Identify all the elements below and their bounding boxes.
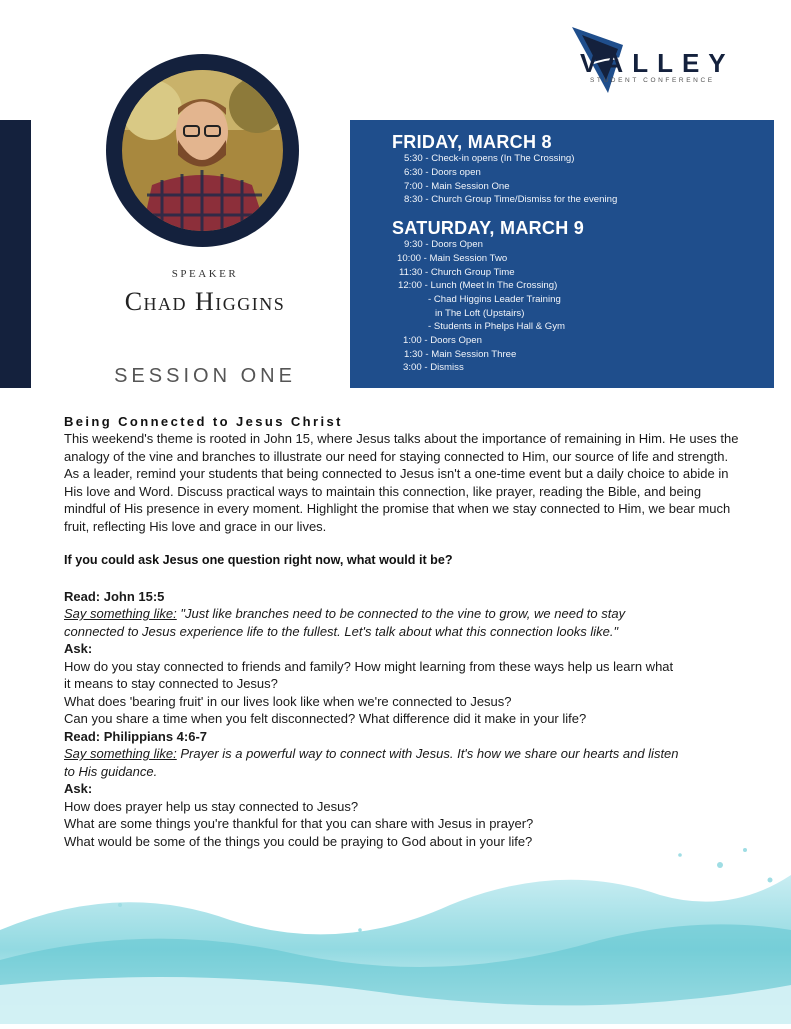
ask-question: What are some things you're thankful for that you can share with Jesus in prayer?	[64, 816, 534, 831]
say-line-3	[64, 745, 679, 763]
schedule-item: 10:00 - Main Session Two	[397, 253, 508, 264]
friday-heading: FRIDAY, MARCH 8	[392, 132, 552, 152]
schedule-item: 11:30 - Church Group Time	[399, 267, 515, 278]
read-reference-1: Read: John 15:5	[64, 589, 165, 604]
schedule-item: - Students in Phelps Hall & Gym	[428, 321, 566, 332]
speaker-photo	[122, 70, 283, 231]
section-heading: Being Connected to Jesus Christ	[64, 414, 343, 429]
say-text: Prayer is a powerful way to connect with Jesus. It's how we share our hearts and listen	[176, 746, 679, 761]
ask-question: Can you share a time when you felt disconnected? What difference did it make in your life?	[64, 711, 587, 726]
say-line-4: to His guidance.	[64, 764, 158, 779]
say-text: "Just like branches need to be connected to the vine to grow, we need to stay	[176, 606, 626, 621]
speaker-name: Chad Higgins	[124, 287, 286, 316]
schedule-item: in The Loft (Upstairs)	[435, 308, 525, 319]
say-label: Say something like:	[64, 746, 177, 761]
read-reference-2: Read: Philippians 4:6-7	[64, 729, 208, 744]
ask-question: What does 'bearing fruit' in our lives look like when we're connected to Jesus?	[64, 694, 512, 709]
ask-question: How does prayer help us stay connected to Jesus?	[64, 799, 359, 814]
schedule-item: 9:30 - Doors Open	[404, 239, 483, 250]
schedule-item: 3:00 - Dismiss	[403, 362, 464, 373]
intro-paragraph: This weekend's theme is rooted in John 15, where Jesus talks about the importance of remaining in Him. He uses the analogy of the vine and branches to illustrate our need for staying connected to Him, our source of life and strength. As a leader, remind your students that being connected to Jesus isn't a one-time event but a daily choice to abide in His love and Word. Discuss practical ways to maintain this connection, like prayer, reading the Bible, and being mindful of His presence in every moment. Highlight the promise that when we stay connected to Him, we bear much fruit, reflecting His love and grace in our lives.	[64, 431, 739, 534]
logo-wordmark: VALLEY	[580, 48, 735, 78]
say-line-2: connected to Jesus experience life to the fullest. Let's talk about what this connection looks like."	[64, 624, 619, 639]
session-title: SESSION ONE	[114, 365, 296, 387]
schedule-item: - Chad Higgins Leader Training	[428, 294, 561, 305]
water-decoration	[0, 835, 791, 1024]
say-label: Say something like:	[64, 606, 177, 621]
schedule-item: 1:30 - Main Session Three	[404, 349, 517, 360]
logo-subtitle: STUDENT CONFERENCE	[590, 77, 715, 84]
schedule-item: 1:00 - Doors Open	[403, 335, 482, 346]
ask-label-1: Ask:	[64, 641, 93, 656]
schedule-item: 5:30 - Check-in opens (In The Crossing)	[404, 153, 575, 164]
speaker-label: SPEAKER	[171, 268, 239, 280]
left-accent-bar	[0, 120, 31, 388]
schedule-item: 8:30 - Church Group Time/Dismiss for the evening	[404, 194, 618, 205]
ask-question: How do you stay connected to friends and family? How might learning from these ways help us learn what	[64, 659, 674, 674]
opening-question: If you could ask Jesus one question right now, what would it be?	[64, 553, 453, 567]
ask-label-2: Ask:	[64, 781, 93, 796]
schedule-item: 6:30 - Doors open	[404, 167, 481, 178]
schedule-item: 12:00 - Lunch (Meet In The Crossing)	[398, 280, 558, 291]
say-line-1	[64, 605, 625, 623]
ask-question: it means to stay connected to Jesus?	[64, 676, 278, 691]
saturday-heading: SATURDAY, MARCH 9	[392, 218, 585, 238]
ask-question: What would be some of the things you could be praying to God about in your life?	[64, 834, 533, 849]
schedule-box	[350, 120, 774, 388]
schedule-item: 7:00 - Main Session One	[404, 181, 510, 192]
